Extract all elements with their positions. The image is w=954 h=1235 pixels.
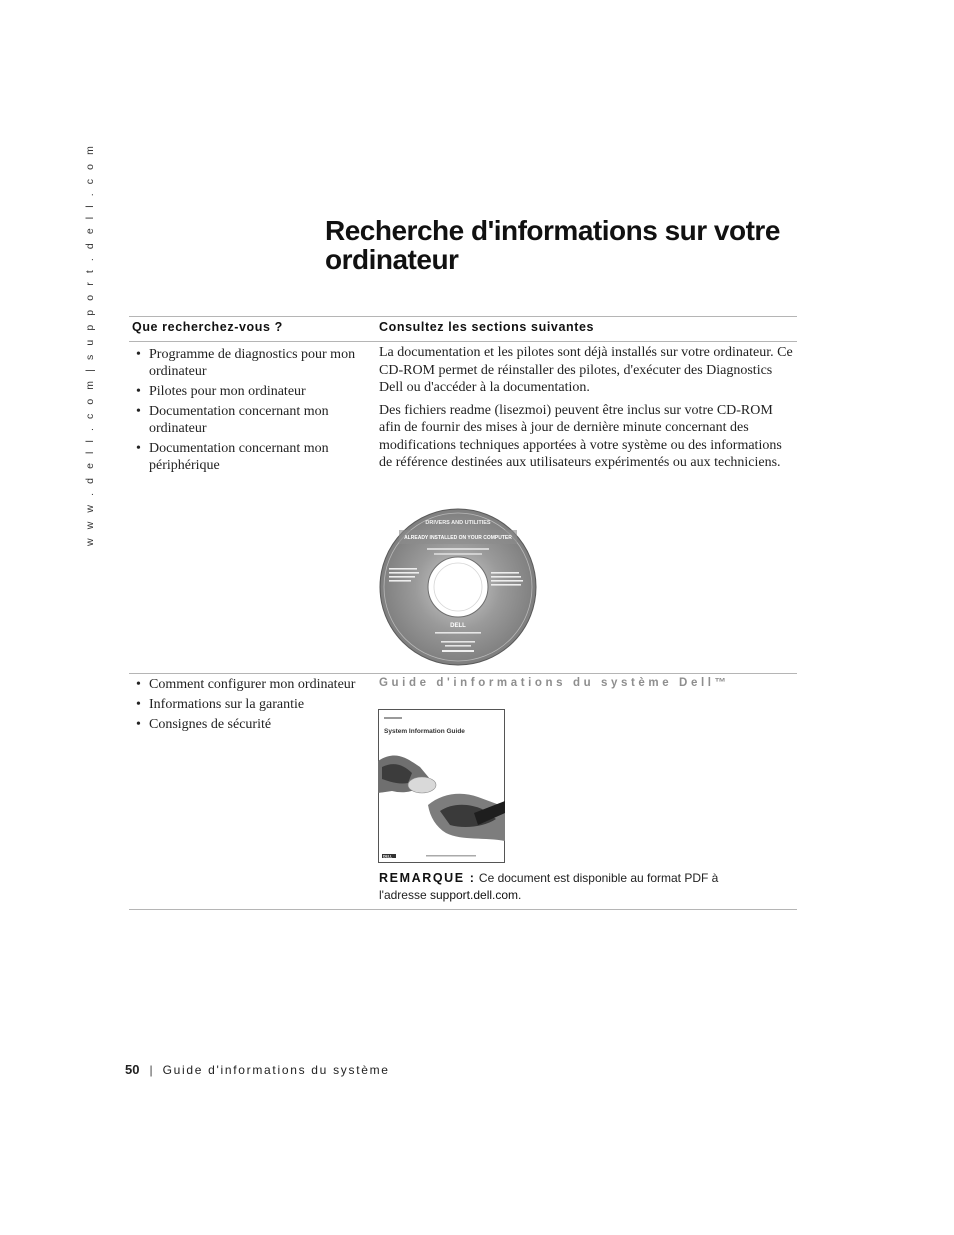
table-row xyxy=(129,342,797,673)
table-row xyxy=(129,674,797,909)
section-label: Guide d'informations du système Dell™ xyxy=(379,677,730,689)
page-title-line-1: Recherche d'informations sur votre xyxy=(325,215,780,246)
page-title xyxy=(325,216,845,274)
side-url-text: w w w . d e l l . c o m | s u p p o r t . d e l l . c o m xyxy=(84,143,96,546)
table-header xyxy=(129,317,797,341)
footer-separator: | xyxy=(149,1063,153,1077)
drivers-cd-image xyxy=(379,508,537,666)
info-table xyxy=(129,316,797,910)
list-item: • Informations sur la garantie xyxy=(135,696,375,713)
cd-title: DRIVERS AND UTILITIES xyxy=(425,520,491,526)
list-item: • Pilotes pour mon ordinateur xyxy=(135,383,375,400)
paragraph: Des fichiers readme (lisezmoi) peuvent être inclus sur votre CD-ROM afin de fournir des mises à jour de dernière minute concernant des modifications techniques apportées à votre système ou des informations de référence destinées aux utilisateurs expérimentés ou aux techniciens. xyxy=(379,402,782,470)
list-item: • Documentation concernant mon ordinateur xyxy=(135,403,375,437)
booklet-title: System Information Guide xyxy=(384,728,465,735)
note-label: REMARQUE : xyxy=(379,871,476,885)
column-header-question: Que recherchez-vous ? xyxy=(132,320,283,334)
row1-content xyxy=(379,344,797,477)
paragraph: La documentation et les pilotes sont déjà installés sur votre ordinateur. Ce CD-ROM permet de réinstaller des pilotes, d'exécuter des Diagnostics Dell ou d'accéder à la documentation. xyxy=(379,345,793,395)
page-title-line-2: ordinateur xyxy=(325,244,459,275)
list-item: • Comment configurer mon ordinateur xyxy=(135,676,375,693)
note-text: Ce document est disponible au format PDF à l'adresse xyxy=(379,871,719,902)
support-link[interactable]: support.dell.com xyxy=(429,888,519,902)
column-header-sections: Consultez les sections suivantes xyxy=(379,320,595,334)
list-item: • Consignes de sécurité xyxy=(135,716,375,733)
note-end: . xyxy=(518,888,522,902)
table-bottom-rule xyxy=(129,909,797,910)
row2-bullet-list xyxy=(135,676,375,736)
cd-subtitle: ALREADY INSTALLED ON YOUR COMPUTER xyxy=(404,535,512,541)
system-guide-booklet-image xyxy=(378,709,505,863)
note-paragraph xyxy=(379,870,749,904)
list-item: • Programme de diagnostics pour mon ordinateur xyxy=(135,346,375,380)
page-number: 50 xyxy=(125,1062,140,1077)
list-item: • Documentation concernant mon périphérique xyxy=(135,440,375,474)
row1-bullet-list xyxy=(135,346,375,477)
footer-doc-title: Guide d'informations du système xyxy=(162,1063,390,1077)
booklet-brand: DELL xyxy=(383,854,393,859)
cd-brand: DELL xyxy=(450,623,466,629)
page-footer xyxy=(125,1062,390,1077)
